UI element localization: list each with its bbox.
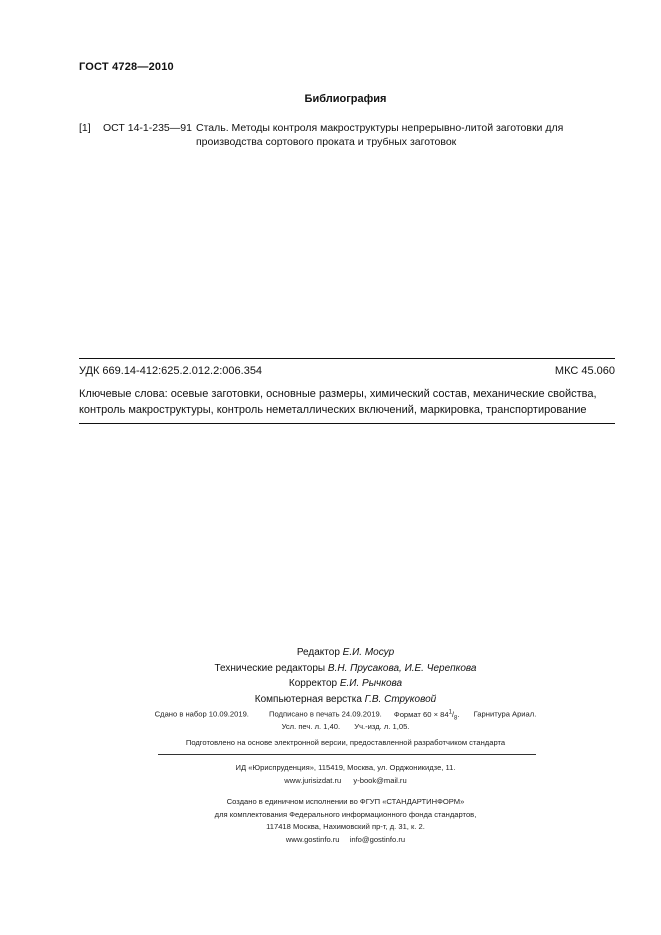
format-sup: 1 — [448, 709, 452, 715]
imprint-divider — [158, 754, 536, 755]
bibliography-item-number: [1] — [79, 122, 91, 134]
publisher-address: ИД «Юриспруденция», 115419, Москва, ул. Орджоникидзе, 11. — [235, 763, 456, 772]
format-info: Формат $60 \times 84^1/_8$. — [393, 709, 460, 722]
bibliography-title: Библиография — [304, 93, 387, 105]
corrector-label: Корректор — [288, 678, 338, 689]
tech-editors-line — [30, 661, 661, 677]
bibliography-item-code: ОСТ 14-1-235—91 — [103, 122, 192, 134]
editors-block — [0, 645, 661, 707]
document-header: ГОСТ 4728—2010 — [79, 61, 174, 73]
corrector-name: Е.И. Рычкова — [339, 678, 403, 689]
gostinfo-site-link[interactable]: www.gostinfo.ru — [285, 834, 340, 844]
pub-sheets: Уч.-изд. л. 1,05. — [354, 722, 410, 731]
made-line-1: Создано в единичном исполнении во ФГУП «СТАНДАРТИНФОРМ» — [226, 797, 465, 806]
made-line-2: для комплектования Федерального информационного фонда стандартов, — [214, 809, 477, 819]
publisher-contacts — [30, 775, 661, 788]
editor-name: Е.И. Мосур — [342, 647, 395, 658]
tech-editors-label: Технические редакторы — [214, 662, 326, 674]
udk-code: УДК 669.14-412:625.2.012.2:006.354 — [79, 365, 263, 377]
top-divider — [79, 358, 615, 359]
format-prefix: Формат 60 × 84 — [393, 709, 449, 719]
typeface-info: Гарнитура Ариал. — [473, 709, 537, 719]
made-line-3: 117418 Москва, Нахимовский пр-т, д. 31, к. 2. — [266, 822, 425, 831]
publisher-block — [0, 762, 661, 787]
bottom-divider — [79, 423, 615, 424]
editor-line — [30, 645, 661, 661]
layout-line — [30, 692, 661, 708]
tech-editors-names: В.Н. Прусакова, И.Е. Черепкова — [327, 662, 477, 674]
prepared-note: Подготовлено на основе электронной версии, предоставленной разработчиком стандарта — [185, 738, 506, 747]
editor-label: Редактор — [296, 647, 340, 658]
publisher-site-link[interactable]: www.jurisizdat.ru — [284, 775, 342, 785]
layout-name: Г.В. Струковой — [364, 693, 437, 705]
mks-code: МКС 45.060 — [554, 365, 615, 377]
signed-date: Подписано в печать 24.09.2019. — [269, 709, 382, 719]
made-contacts — [30, 834, 661, 847]
keywords: Ключевые слова: осевые заготовки, основные размеры, химический состав, механические свойства, контроль макроструктуры, контроль неметаллических включений, маркировка, транспортирование — [79, 388, 597, 416]
corrector-line — [30, 676, 661, 692]
standartinform-block — [0, 796, 661, 846]
imprint-dates-line — [0, 709, 661, 721]
submitted-date: Сдано в набор 10.09.2019. — [154, 709, 249, 719]
imprint-sheets-line — [0, 722, 661, 731]
bibliography-item-text: Сталь. Методы контроля макроструктуры непрерывно-литой заготовки для производства сортового проката и трубных заготовок — [196, 122, 564, 148]
gostinfo-email-link[interactable]: info@gostinfo.ru — [349, 834, 406, 844]
print-sheets: Усл. печ. л. 1,40. — [281, 722, 341, 731]
format-sub: 8 — [454, 715, 458, 722]
publisher-email-link[interactable]: y-book@mail.ru — [353, 775, 407, 785]
layout-label: Компьютерная верстка — [254, 693, 362, 705]
